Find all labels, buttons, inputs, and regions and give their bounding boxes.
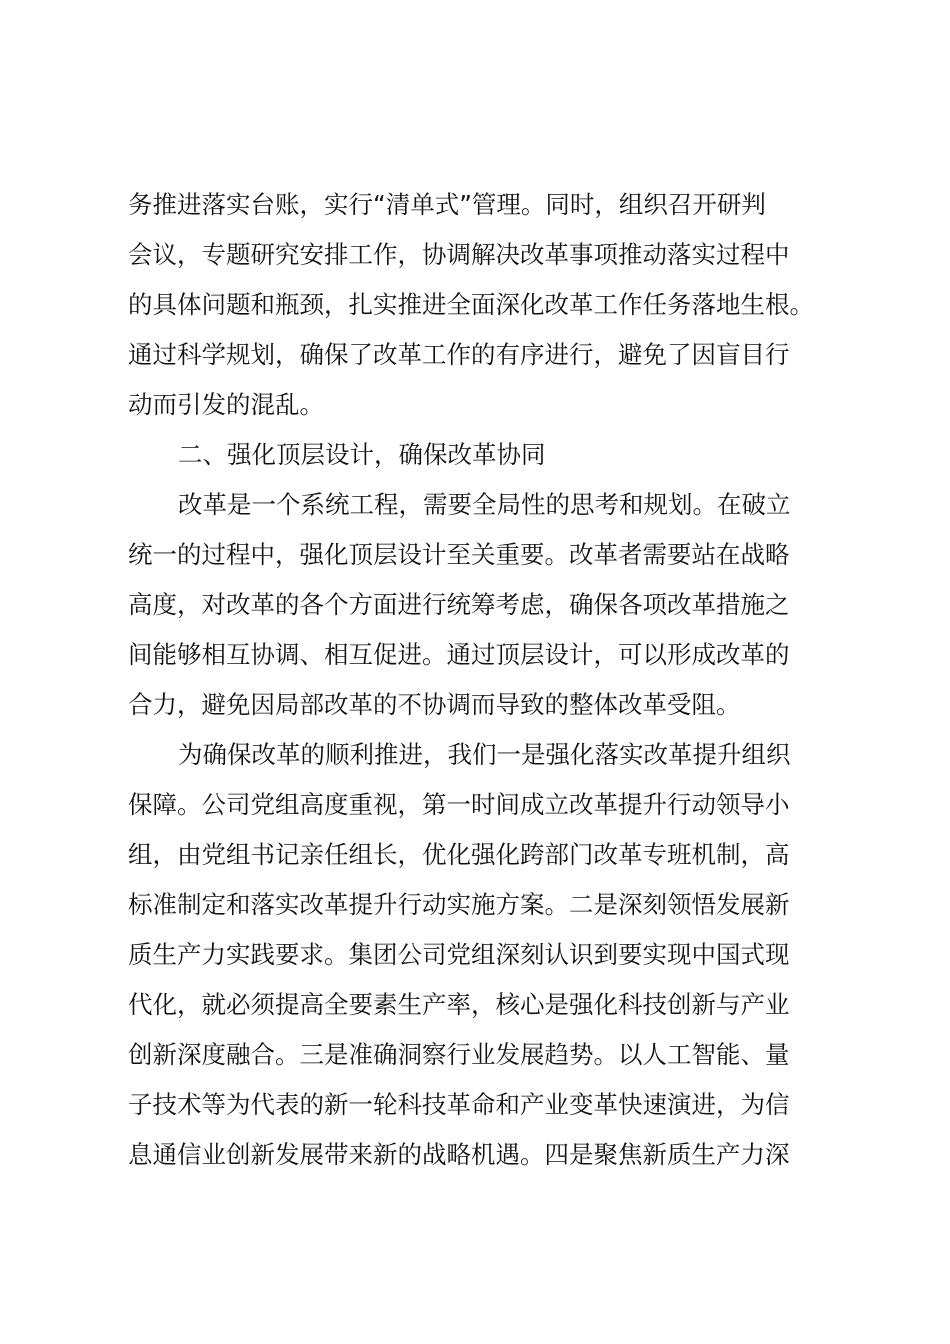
text-line: 息通信业创新发展带来新的战略机遇。四是聚焦新质生产力深 bbox=[128, 1140, 790, 1169]
text-line: 通过科学规划，确保了改革工作的有序进行，避免了因盲目行 bbox=[128, 340, 790, 369]
text-line: 的具体问题和瓶颈，扎实推进全面深化改革工作任务落地生根。 bbox=[128, 290, 814, 319]
text-line: 间能够相互协调、相互促进。通过顶层设计，可以形成改革的 bbox=[128, 640, 790, 669]
text-line: 子技术等为代表的新一轮科技革命和产业变革快速演进，为信 bbox=[128, 1090, 790, 1119]
text-line: 务推进落实台账，实行“清单式”管理。同时，组织召开研判 bbox=[128, 190, 766, 219]
text-line: 动而引发的混乱。 bbox=[128, 390, 324, 419]
text-line: 统一的过程中，强化顶层设计至关重要。改革者需要站在战略 bbox=[128, 540, 790, 569]
section-heading: 二、强化顶层设计，确保改革协同 bbox=[178, 440, 546, 469]
text-line: 质生产力实践要求。集团公司党组深刻认识到要实现中国式现 bbox=[128, 940, 790, 969]
text-line: 保障。公司党组高度重视，第一时间成立改革提升行动领导小 bbox=[128, 790, 790, 819]
text-line: 组，由党组书记亲任组长，优化强化跨部门改革专班机制，高 bbox=[128, 840, 790, 869]
text-line: 为确保改革的顺利推进，我们一是强化落实改革提升组织 bbox=[178, 740, 791, 769]
text-line: 会议，专题研究安排工作，协调解决改革事项推动落实过程中 bbox=[128, 240, 790, 269]
text-line: 高度，对改革的各个方面进行统筹考虑，确保各项改革措施之 bbox=[128, 590, 790, 619]
text-line: 标准制定和落实改革提升行动实施方案。二是深刻领悟发展新 bbox=[128, 890, 790, 919]
text-line: 合力，避免因局部改革的不协调而导致的整体改革受阻。 bbox=[128, 690, 741, 719]
text-line: 代化，就必须提高全要素生产率，核心是强化科技创新与产业 bbox=[128, 990, 790, 1019]
text-line: 改革是一个系统工程，需要全局性的思考和规划。在破立 bbox=[178, 490, 791, 519]
text-line: 创新深度融合。三是准确洞察行业发展趋势。以人工智能、量 bbox=[128, 1040, 790, 1069]
